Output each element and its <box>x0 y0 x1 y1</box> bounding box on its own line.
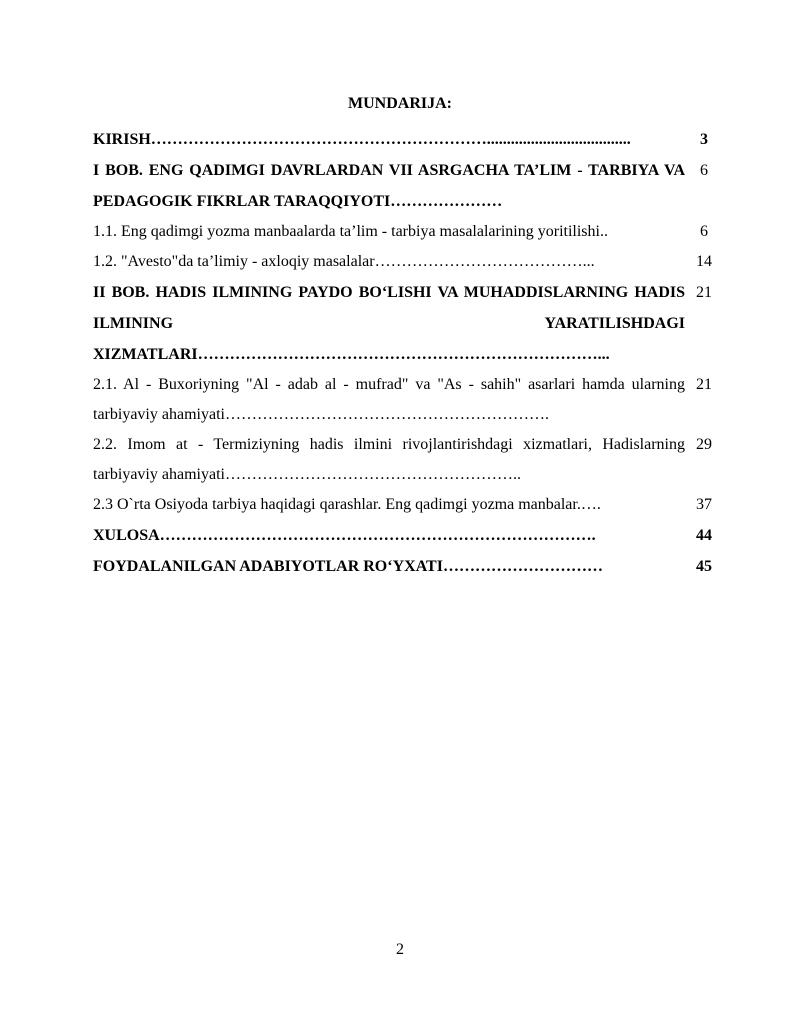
toc-entry-chapter-2[interactable] <box>93 277 723 370</box>
toc-entry-text: 2.3 O`rta Osiyoda tarbiya haqidagi qarashlar. Eng qadimgi yozma manbalar.…. <box>93 496 601 513</box>
toc-entry-text: KIRISH……………………………………………………….................................... <box>93 131 631 148</box>
toc-entry-text: 2.2. Imom at - Termiziyning hadis ilmini rivojlantirishdagi xizmatlari, Hadislarning tarbiyaviy ahamiyati……………………………………………….. <box>93 436 685 483</box>
toc-entry-chapter-1[interactable] <box>93 155 723 217</box>
toc-entry-text: 2.1. Al - Buxoriyning "Al - adab al - mufrad" va "As - sahih" asarlari hamda ularning tarbiyaviy ahamiyati……………………………………………………. <box>93 376 685 423</box>
toc-entry-page: 21 <box>696 284 712 301</box>
toc-entry-text: I BOB. ENG QADIMGI DAVRLARDAN VII ASRGACHA TA’LIM - TARBIYA VA PEDAGOGIK FIKRLAR TARAQQIYOTI………………… <box>93 162 685 210</box>
toc-entry-text: 1.1. Eng qadimgi yozma manbaalarda ta’lim - tarbiya masalalarining yoritilishi.. <box>93 223 608 240</box>
toc-entry-page: 6 <box>700 223 708 240</box>
toc-entry-page: 21 <box>696 376 712 393</box>
toc-entry-section-1-2[interactable] <box>93 247 723 277</box>
table-of-contents <box>93 124 723 582</box>
toc-entry-text: 1.2. "Avesto"da ta’limiy - axloqiy masalalar…………………………………... <box>93 253 595 270</box>
toc-entry-text: XULOSA………………………………………………………………………. <box>93 527 596 544</box>
toc-entry-conclusion[interactable] <box>93 520 723 551</box>
toc-entry-page: 37 <box>696 496 712 513</box>
toc-entry-text: FOYDALANILGAN ADABIYOTLAR RO‘YXATI………………………… <box>93 558 603 575</box>
toc-entry-page: 44 <box>696 527 712 544</box>
toc-entry-page: 3 <box>700 131 708 148</box>
page-title: MUNDARIJA: <box>348 95 452 112</box>
toc-entry-page: 45 <box>696 558 712 575</box>
toc-entry-introduction[interactable] <box>93 124 723 155</box>
toc-entry-section-2-3[interactable] <box>93 490 723 520</box>
toc-entry-section-2-1[interactable] <box>93 370 723 430</box>
page-number: 2 <box>396 941 404 958</box>
toc-entry-bibliography[interactable] <box>93 551 723 582</box>
toc-entry-page: 6 <box>700 162 708 179</box>
toc-entry-section-2-2[interactable] <box>93 430 723 490</box>
toc-entry-page: 29 <box>696 436 712 453</box>
toc-entry-text: II BOB. HADIS ILMINING PAYDO BO‘LISHI VA MUHADDISLARNING HADIS ILMINING YARATILISHDAGI XIZMATLARI…………………………………………………………………... <box>93 284 685 363</box>
toc-entry-page: 14 <box>696 253 712 270</box>
toc-entry-section-1-1[interactable] <box>93 217 723 247</box>
